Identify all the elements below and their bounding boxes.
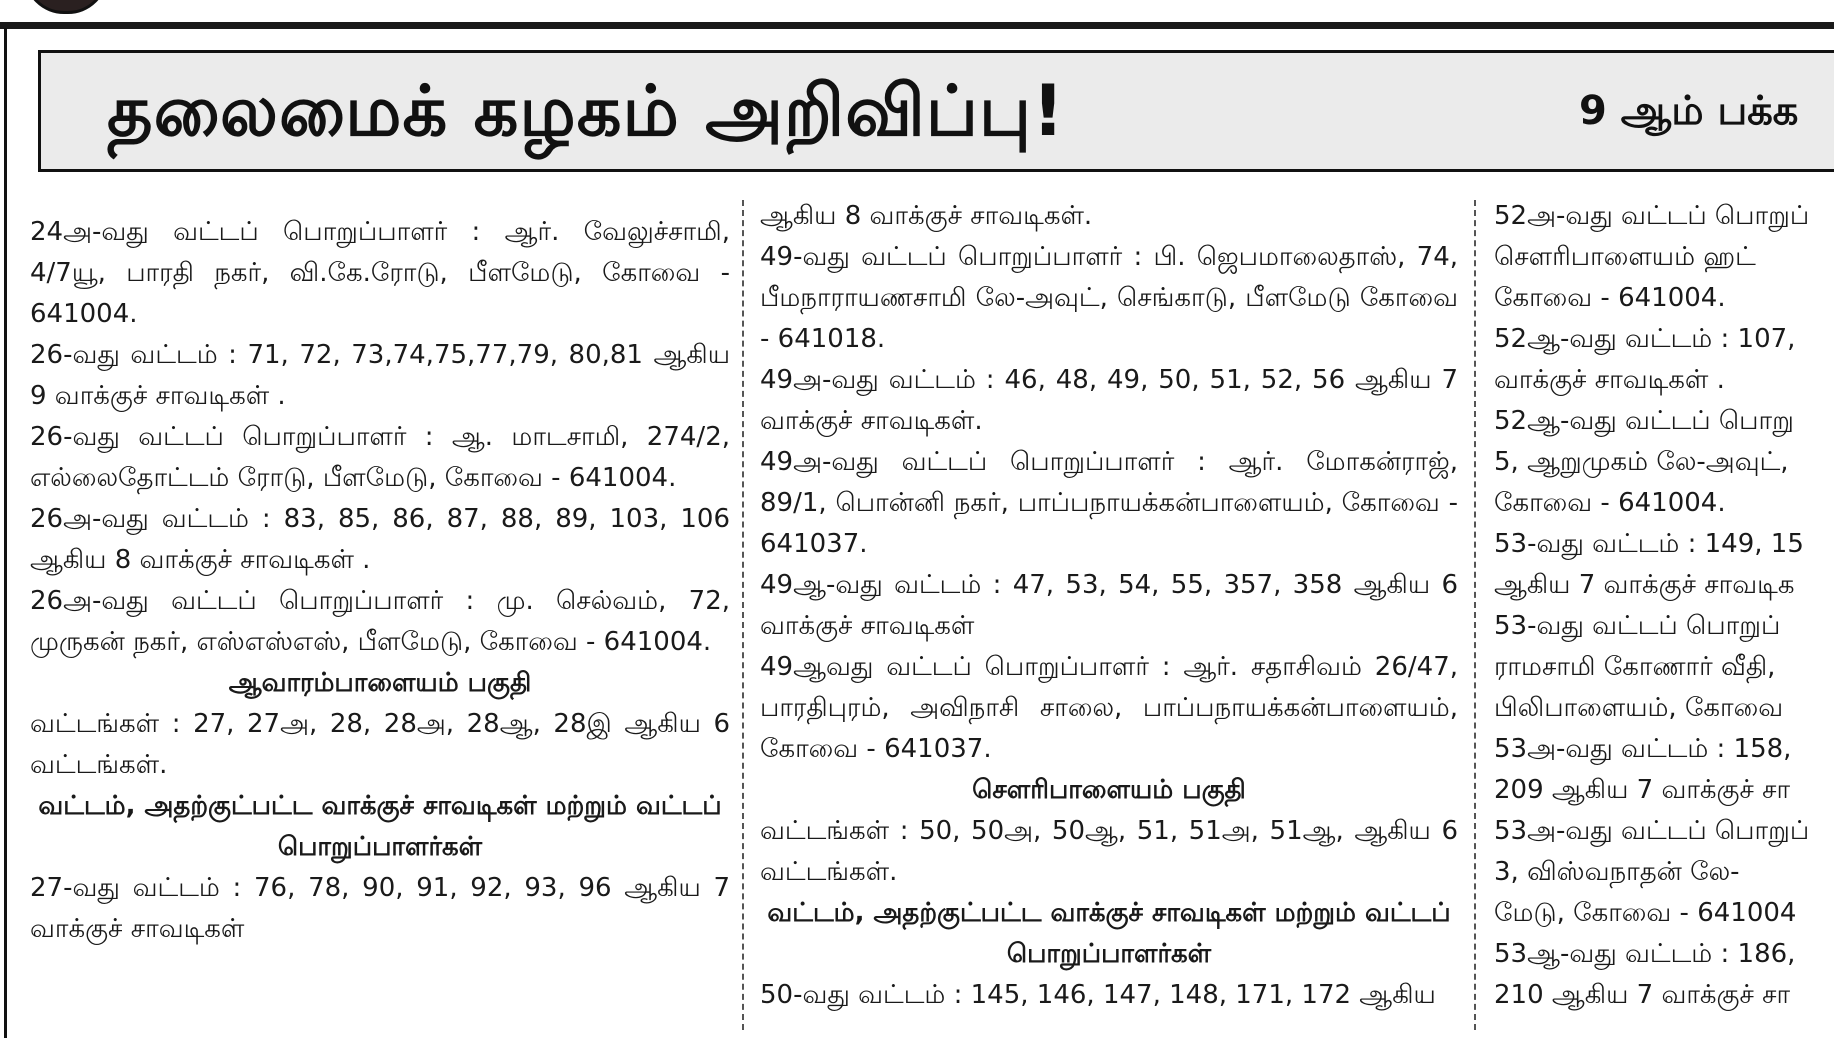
notice-paragraph: 53ஆ-வது வட்டம் : 186,	[1494, 939, 1796, 969]
party-logo	[24, 0, 108, 14]
notice-paragraph: 53அ-வது வட்டப் பொறுப்	[1494, 816, 1810, 846]
column-1	[30, 212, 730, 1046]
column-3	[1494, 196, 1834, 1030]
notice-paragraph: 210 ஆகிய 7 வாக்குச் சா	[1494, 980, 1791, 1010]
notice-paragraph: 26-வது வட்டப் பொறுப்பாளர் : ஆ. மாடசாமி, 274/2, எல்லைதோட்டம் ரோடு, பீளமேடு, கோவை - 641004.	[30, 422, 730, 493]
notice-paragraph: வாக்குச் சாவடிகள் .	[1494, 365, 1725, 395]
notice-paragraph: 49ஆவது வட்டப் பொறுப்பாளர் : ஆர். சதாசிவம் 26/47, பாரதிபுரம், அவிநாசி சாலை, பாப்பநாயக்கன்பாளையம், கோவை - 641037.	[760, 652, 1458, 764]
notice-paragraph: 52ஆ-வது வட்டம் : 107,	[1494, 324, 1796, 354]
headline-title: தலைமைக் கழகம் அறிவிப்பு!	[107, 70, 1065, 152]
section-heading: வட்டம், அதற்குட்பட்ட வாக்குச் சாவடிகள் மற்றும் வட்டப் பொறுப்பாளர்கள்	[767, 898, 1451, 969]
notice-paragraph: 49ஆ-வது வட்டம் : 47, 53, 54, 55, 357, 358 ஆகிய 6 வாக்குச் சாவடிகள்	[760, 570, 1458, 641]
notice-paragraph: கோவை - 641004.	[1494, 488, 1726, 518]
notice-paragraph: 3, விஸ்வநாதன் லே-	[1494, 857, 1740, 887]
section-heading: ஆவாரம்பாளையம் பகுதி	[228, 668, 532, 698]
notice-paragraph: 53-வது வட்டப் பொறுப்	[1494, 611, 1781, 641]
notice-paragraph: 26அ-வது வட்டப் பொறுப்பாளர் : மு. செல்வம், 72, முருகன் நகர், எஸ்எஸ்எஸ், பீளமேடு, கோவை - 641004.	[30, 586, 730, 657]
column-divider	[1474, 200, 1476, 1030]
notice-paragraph: 5, ஆறுமுகம் லே-அவுட்,	[1494, 447, 1789, 477]
notice-paragraph: ஆகிய 8 வாக்குச் சாவடிகள்.	[760, 201, 1093, 231]
notice-paragraph: ராமசாமி கோணார் வீதி,	[1494, 652, 1776, 682]
notice-paragraph: 209 ஆகிய 7 வாக்குச் சா	[1494, 775, 1791, 805]
notice-paragraph: சௌரிபாளையம் ஹட்	[1494, 242, 1756, 272]
notice-paragraph: 52அ-வது வட்டப் பொறுப்	[1494, 201, 1810, 231]
notice-paragraph: 24அ-வது வட்டப் பொறுப்பாளர் : ஆர். வேலுச்சாமி, 4/7யூ, பாரதி நகர், வி.கே.ரோடு, பீளமேடு, கோவை - 641004.	[30, 217, 730, 329]
notice-paragraph: 52ஆ-வது வட்டப் பொறு	[1494, 406, 1794, 436]
notice-paragraph: வட்டங்கள் : 27, 27அ, 28, 28அ, 28ஆ, 28இ ஆகிய 6 வட்டங்கள்.	[30, 709, 730, 780]
notice-paragraph: 50-வது வட்டம் : 145, 146, 147, 148, 171, 172 ஆகிய	[760, 980, 1436, 1010]
notice-paragraph: மேடு, கோவை - 641004	[1494, 898, 1797, 928]
notice-paragraph: 53-வது வட்டம் : 149, 15	[1494, 529, 1804, 559]
notice-paragraph: 26-வது வட்டம் : 71, 72, 73,74,75,77,79, 80,81 ஆகிய 9 வாக்குச் சாவடிகள் .	[30, 340, 730, 411]
notice-paragraph: 53அ-வது வட்டம் : 158,	[1494, 734, 1792, 764]
notice-paragraph: 49அ-வது வட்டப் பொறுப்பாளர் : ஆர். மோகன்ராஜ், 89/1, பொன்னி நகர், பாப்பநாயக்கன்பாளையம், கோவை - 641037.	[760, 447, 1458, 559]
page-reference: 9 ஆம் பக்க	[1579, 88, 1799, 134]
headline-banner	[38, 50, 1834, 172]
notice-paragraph: 49அ-வது வட்டம் : 46, 48, 49, 50, 51, 52, 56 ஆகிய 7 வாக்குச் சாவடிகள்.	[760, 365, 1458, 436]
notice-paragraph: 49-வது வட்டப் பொறுப்பாளர் : பி. ஜெபமாலைதாஸ், 74, பீமநாராயணசாமி லே-அவுட், செங்காடு, பீளமேடு கோவை - 641018.	[760, 242, 1458, 354]
notice-paragraph: வட்டங்கள் : 50, 50அ, 50ஆ, 51, 51அ, 51ஆ, ஆகிய 6 வட்டங்கள்.	[760, 816, 1458, 887]
notice-paragraph: 27-வது வட்டம் : 76, 78, 90, 91, 92, 93, 96 ஆகிய 7 வாக்குச் சாவடிகள்	[30, 873, 730, 944]
notice-paragraph: ஆகிய 7 வாக்குச் சாவடிக	[1494, 570, 1795, 600]
column-divider	[742, 200, 744, 1030]
column-2	[760, 196, 1458, 1030]
section-heading: வட்டம், அதற்குட்பட்ட வாக்குச் சாவடிகள் மற்றும் வட்டப் பொறுப்பாளர்கள்	[38, 791, 722, 862]
notice-paragraph: கோவை - 641004.	[1494, 283, 1726, 313]
notice-paragraph: 26அ-வது வட்டம் : 83, 85, 86, 87, 88, 89, 103, 106 ஆகிய 8 வாக்குச் சாவடிகள் .	[30, 504, 730, 575]
section-heading: சௌரிபாளையம் பகுதி	[972, 775, 1246, 805]
notice-paragraph: பிலிபாளையம், கோவை	[1494, 693, 1784, 723]
